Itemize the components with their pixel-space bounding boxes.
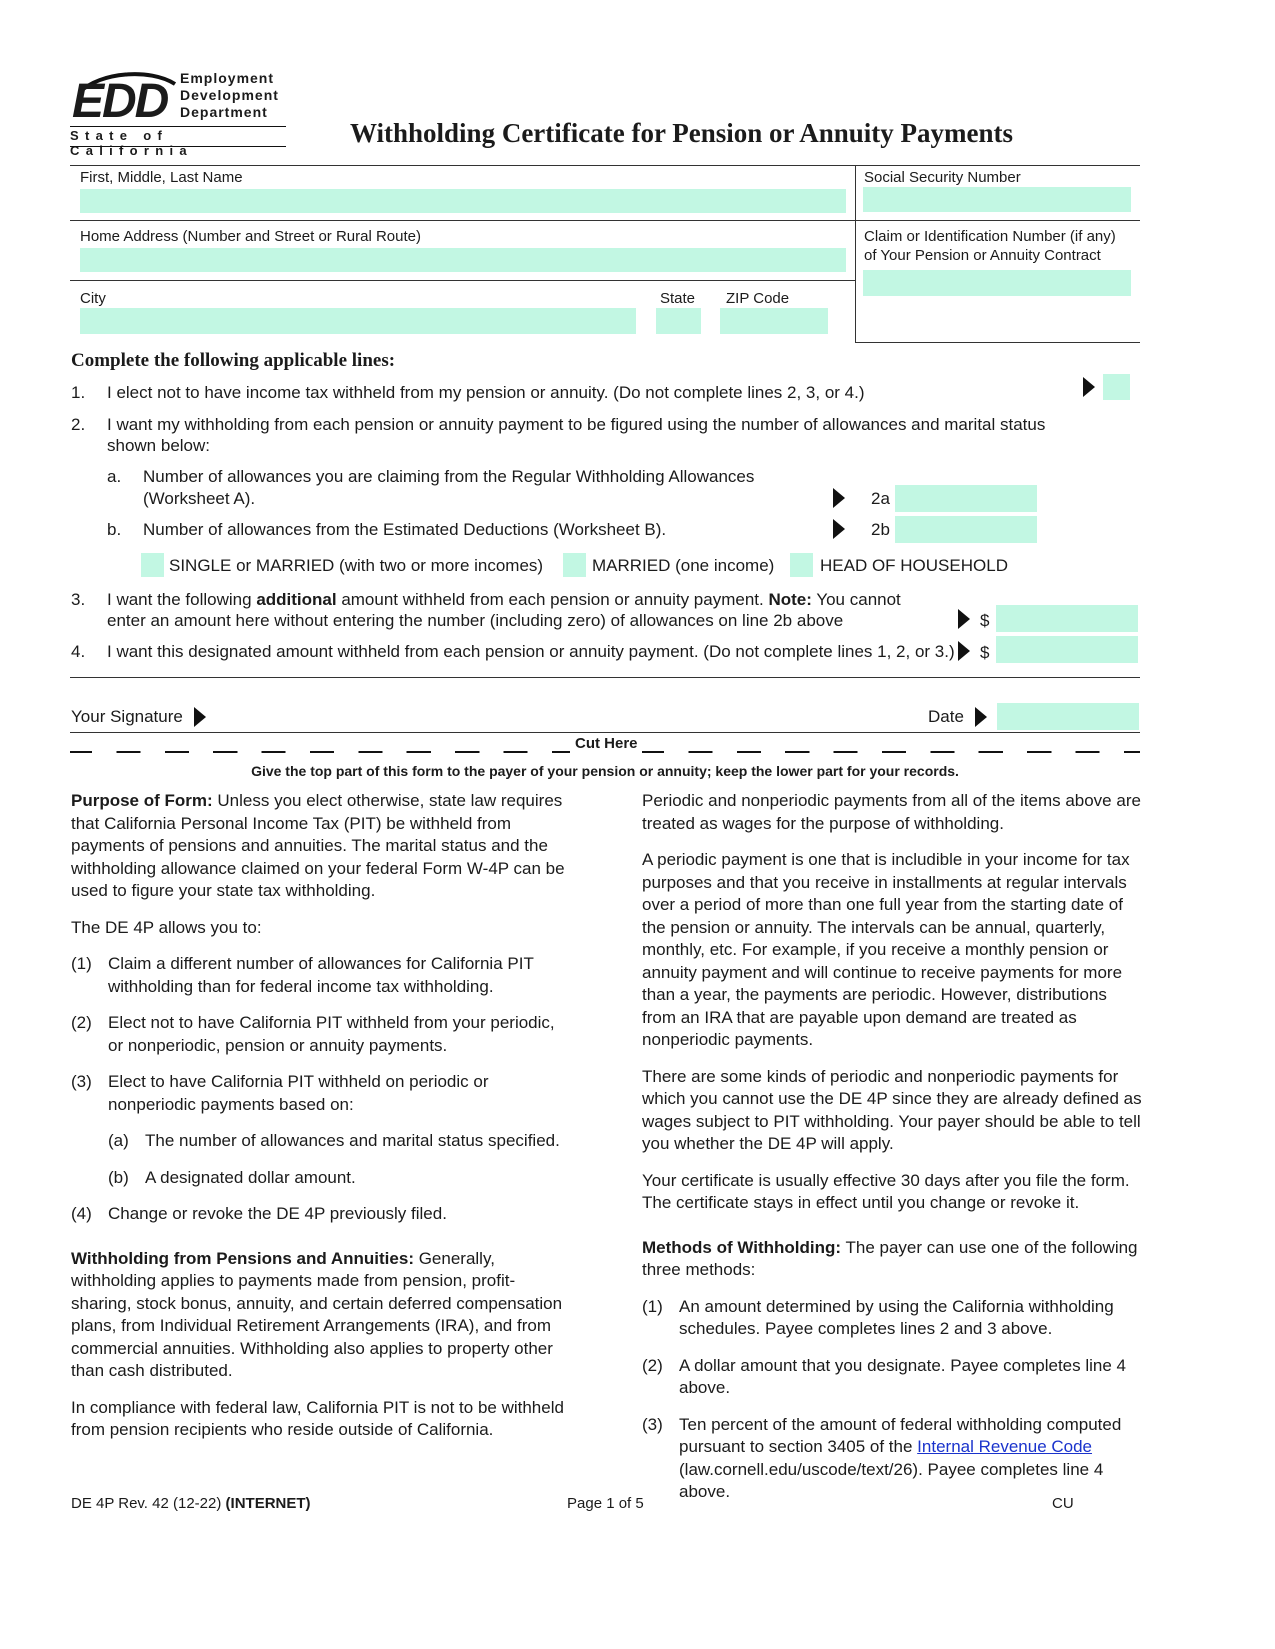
form-title: Withholding Certificate for Pension or Annuity Payments	[350, 118, 1014, 148]
section-heading: Complete the following applicable lines:	[71, 350, 396, 371]
form-id: DE 4P Rev. 42 (12-22) (INTERNET)	[71, 1495, 311, 1512]
line2a-text-2: (Worksheet A).	[143, 489, 256, 508]
status-single-label: SINGLE or MARRIED (with two or more incomes)	[169, 556, 544, 575]
methods-paragraph: Methods of Withholding: The payer can use one of the following three methods:	[642, 1237, 1138, 1279]
list-item: (3) Elect to have California PIT withheld on periodic or nonperiodic payments based on:	[71, 1072, 489, 1114]
grid-divider	[855, 165, 856, 343]
line3-arrow-icon	[958, 609, 970, 629]
logo-rule	[70, 126, 286, 127]
grid-bottom-rule	[855, 342, 1140, 343]
irc-link[interactable]: Internal Revenue Code	[917, 1437, 1093, 1456]
ssn-label: Social Security Number	[864, 169, 1021, 186]
list-item: (2) Elect not to have California PIT withheld from your periodic, or nonperiodic, pension or annuity payments.	[71, 1013, 555, 1055]
grid-rule-2	[70, 220, 855, 221]
line2b-arrow-icon	[833, 519, 845, 539]
status-hoh-label: HEAD OF HOUSEHOLD	[820, 556, 1008, 575]
logo-rule-bottom	[70, 146, 286, 147]
page-number: Page 1 of 5	[567, 1495, 644, 1512]
line4-amount-field[interactable]	[996, 636, 1138, 663]
line1-text: I elect not to have income tax withheld from my pension or annuity. (Do not complete lines 2, 3, or 4.)	[107, 383, 865, 402]
instructions-left-column	[71, 790, 571, 1456]
line3-text-b: enter an amount here without entering the number (including zero) of allowances on line 2b above	[107, 611, 844, 630]
line2b-text: Number of allowances from the Estimated Deductions (Worksheet B).	[143, 520, 667, 539]
ssn-field[interactable]	[863, 187, 1131, 212]
claim-label-1: Claim or Identification Number (if any)	[864, 228, 1116, 245]
line2a-arrow-icon	[833, 488, 845, 508]
lines-bottom-rule	[70, 677, 1140, 678]
list-subitem: (a) The number of allowances and marital status specified.	[108, 1131, 560, 1150]
line2b-tag: 2b	[871, 520, 890, 539]
line4-number: 4.	[71, 642, 86, 661]
signature-arrow-icon	[194, 707, 206, 727]
list-item: (1) An amount determined by using the California withholding schedules. Payee completes lines 2 and 3 above.	[642, 1296, 1114, 1338]
city-label: City	[80, 290, 106, 307]
signature-line[interactable]	[214, 703, 914, 729]
cut-line-left	[70, 751, 570, 753]
line2-text-a: I want my withholding from each pension or annuity payment to be figured using the number of allowances and marital status	[107, 415, 1046, 434]
name-label: First, Middle, Last Name	[80, 169, 243, 186]
claim-label-2: of Your Pension or Annuity Contract	[864, 247, 1101, 264]
list-subitem: (b) A designated dollar amount.	[108, 1167, 356, 1187]
name-field[interactable]	[80, 189, 846, 213]
line2a-letter: a.	[107, 467, 122, 486]
line4-dollar: $	[980, 643, 990, 662]
line3-amount-field[interactable]	[996, 605, 1138, 632]
effective-paragraph: Your certificate is usually effective 30 days after you file the form. The certificate stays in effect until you change or revoke it.	[642, 1170, 1130, 1212]
line3-text-a: I want the following additional amount withheld from each pension or annuity payment. Note: You cannot	[107, 590, 901, 609]
claim-number-field[interactable]	[863, 270, 1131, 296]
state-field[interactable]	[656, 308, 701, 334]
line2a-tag: 2a	[871, 489, 890, 508]
grid-rule-2r	[855, 220, 1140, 221]
line2a-field[interactable]	[895, 485, 1037, 512]
cut-line-right	[642, 751, 1140, 753]
line2b-field[interactable]	[895, 516, 1037, 543]
compliance-paragraph: In compliance with federal law, California PIT is not to be withheld from pension recipients who reside outside of California.	[71, 1397, 564, 1439]
instructions-right-column	[642, 790, 1142, 1518]
exclusions-paragraph: There are some kinds of periodic and nonperiodic payments for which you cannot use the DE 4P since they are already defined as wages subject to PIT withholding. Your payer should be able to tell you whether the DE 4P will apply.	[642, 1066, 1142, 1153]
line1-number: 1.	[71, 383, 86, 402]
zip-label: ZIP Code	[726, 290, 790, 307]
status-married-checkbox[interactable]	[563, 553, 586, 577]
address-field[interactable]	[80, 248, 846, 272]
date-label: Date	[928, 707, 964, 726]
list-item: (3) Ten percent of the amount of federal withholding computed pursuant to section 3405 of the Internal Revenue Code (law.cornell.edu/uscode/text/26). Payee completes line 4 above.	[642, 1414, 1122, 1501]
zip-field[interactable]	[720, 308, 828, 334]
address-label: Home Address (Number and Street or Rural Route)	[80, 228, 421, 245]
edd-logo	[70, 70, 290, 158]
signature-label: Your Signature	[71, 707, 183, 726]
status-hoh-checkbox[interactable]	[790, 553, 813, 577]
list-item: (1) Claim a different number of allowances for California PIT withholding than for federal income tax withholding.	[71, 954, 534, 996]
list-item: (4) Change or revoke the DE 4P previously filed.	[71, 1204, 447, 1223]
cut-instruction: Give the top part of this form to the payer of your pension or annuity; keep the lower part for your records.	[251, 763, 959, 779]
allows-paragraph: The DE 4P allows you to:	[71, 917, 262, 937]
footer-code: CU	[1052, 1495, 1074, 1512]
edd-logo-line2: Development	[180, 87, 279, 103]
list-item: (2) A dollar amount that you designate. Payee completes line 4 above.	[642, 1355, 1127, 1397]
grid-top-rule	[70, 165, 1140, 166]
edd-logo-line1: Employment	[180, 70, 275, 86]
edd-logo-line3: Department	[180, 104, 268, 120]
city-field[interactable]	[80, 308, 636, 334]
line4-text: I want this designated amount withheld from each pension or annuity payment. (Do not complete lines 1, 2, or 3.)	[107, 642, 955, 661]
line1-arrow-icon	[1083, 377, 1095, 397]
line4-arrow-icon	[958, 641, 970, 661]
line2b-letter: b.	[107, 520, 122, 539]
line1-checkbox[interactable]	[1103, 374, 1130, 400]
line2a-text-1: Number of allowances you are claiming from the Regular Withholding Allowances	[143, 467, 755, 486]
status-single-checkbox[interactable]	[141, 553, 164, 577]
purpose-paragraph: Purpose of Form: Unless you elect otherwise, state law requires that California Personal Income Tax (PIT) be withheld from payments of pensions and annuities. The marital status and the withholding allowance claimed on your federal Form W-4P can be used to figure your state tax withholding.	[71, 791, 565, 900]
periodic-definition-paragraph: A periodic payment is one that is includible in your income for tax purposes and that you receive in installments at regular intervals over a period of more than one full year from the starting date of the pension or annuity. The intervals can be annual, quarterly, monthly, etc. For example, if you receive a monthly pension or annuity payment and will continue to receive payments for more than a year, the payments are periodic. However, distributions from an IRA that are payable upon demand are treated as nonperiodic payments.	[642, 850, 1130, 1049]
state-label: State	[660, 290, 696, 307]
edd-logo-mark: EDD	[72, 75, 168, 128]
date-arrow-icon	[975, 707, 987, 727]
edd-logo-state: State of California	[70, 128, 193, 158]
withholding-paragraph: Withholding from Pensions and Annuities: Generally, withholding applies to payments made from pension, profit-sharing, stock bonus, annuity, and certain deferred compensation plans, from Individual Retirement Arrangements (IRA), and from commercial annuities. Withholding also applies to property other than cash distributed.	[71, 1248, 563, 1380]
cut-here-label: Cut Here	[575, 735, 638, 752]
signature-rule	[70, 732, 1140, 733]
line3-number: 3.	[71, 590, 86, 609]
date-field[interactable]	[997, 703, 1139, 730]
status-married-label: MARRIED (one income)	[592, 556, 775, 575]
grid-rule-3	[70, 280, 855, 281]
line2-text-b: shown below:	[107, 436, 211, 455]
line2-number: 2.	[71, 415, 86, 434]
periodic-paragraph: Periodic and nonperiodic payments from all of the items above are treated as wages for the purpose of withholding.	[642, 791, 1141, 833]
line3-dollar: $	[980, 611, 990, 630]
